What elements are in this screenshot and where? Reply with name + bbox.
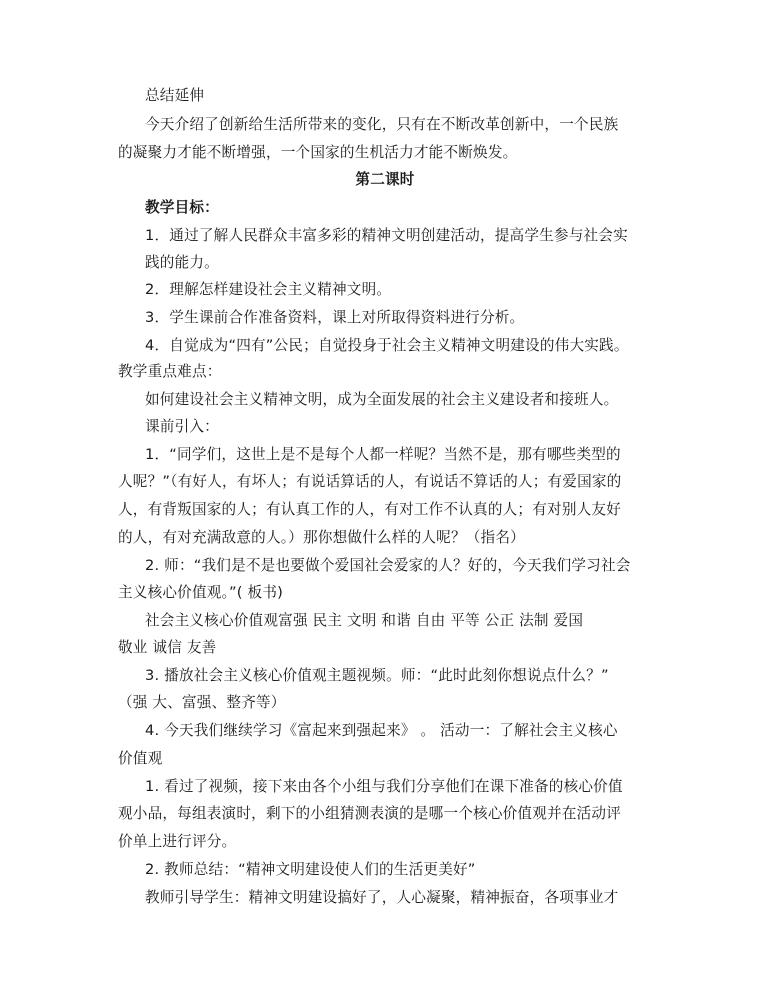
objectives-heading: 教学目标： xyxy=(145,199,219,216)
intro-line-10: （强 大、富强、整齐等） xyxy=(118,694,286,711)
intro-line-12: 价值观 xyxy=(118,750,163,767)
objective-item-2: 2．理解怎样建设社会主义精神文明。 xyxy=(145,281,392,298)
lesson-title: 第二课时 xyxy=(355,171,415,188)
objective-item-4: 4．自觉成为“四有”公民；自觉投身于社会主义精神文明建设的伟大实践。 xyxy=(145,337,629,354)
summary-line-2: 的凝聚力才能不断增强，一个国家的生机活力才能不断焕发。 xyxy=(118,144,518,161)
intro-line-16: 2. 教师总结：“精神文明建设使人们的生活更美好” xyxy=(145,861,476,878)
intro-line-2: 人呢？”（有好人，有坏人；有说话算话的人，有说话不算话的人；有爱国家的 xyxy=(118,473,622,490)
objective-item-3: 3．学生课前合作准备资料，课上对所取得资料进行分析。 xyxy=(145,309,525,326)
objective-item-1-cont: 践的能力。 xyxy=(145,254,219,271)
intro-line-5: 2. 师：“我们是不是也要做个爱国社会爱家的人？好的，今天我们学习社会 xyxy=(145,557,631,574)
intro-line-11: 4. 今天我们继续学习《富起来到强起来》 。 活动一：了解社会主义核心 xyxy=(145,722,618,739)
intro-line-17: 教师引导学生：精神文明建设搞好了，人心凝聚，精神振奋，各项事业才 xyxy=(145,889,619,906)
intro-line-8: 敬业 诚信 友善 xyxy=(118,639,217,656)
intro-heading: 课前引入： xyxy=(145,418,219,435)
intro-line-13: 1. 看过了视频，接下来由各个小组与我们分享他们在课下准备的核心价值 xyxy=(145,778,623,795)
summary-heading: 总结延伸 xyxy=(145,87,205,104)
intro-line-15: 价单上进行评分。 xyxy=(118,833,237,850)
intro-line-7: 社会主义核心价值观富强 民主 文明 和谐 自由 平等 公正 法制 爱国 xyxy=(145,612,584,629)
intro-line-9: 3. 播放社会主义核心价值观主题视频。师：“此时此刻你想说点什么？” xyxy=(145,667,609,684)
key-points-text: 如何建设社会主义精神文明，成为全面发展的社会主义建设者和接班人。 xyxy=(145,391,619,408)
intro-line-6: 主义核心价值观。”( 板书) xyxy=(118,584,284,601)
key-points-heading: 教学重点难点： xyxy=(118,363,222,380)
intro-line-4: 的人，有对充满敌意的人。）那你想做什么样的人呢？（指名） xyxy=(118,529,525,546)
objective-item-1: 1．通过了解人民群众丰富多彩的精神文明创建活动，提高学生参与社会实 xyxy=(145,227,628,244)
intro-line-3: 人，有背叛国家的人；有认真工作的人，有对工作不认真的人；有对别人友好 xyxy=(118,501,621,518)
intro-line-1: 1．“同学们，这世上是不是每个人都一样呢？当然不是，那有哪些类型的 xyxy=(145,446,621,463)
intro-line-14: 观小品，每组表演时，剩下的小组猜测表演的是哪一个核心价值观并在活动评 xyxy=(118,805,621,822)
summary-line-1: 今天介绍了创新给生活所带来的变化，只有在不断改革创新中，一个民族 xyxy=(145,116,619,133)
